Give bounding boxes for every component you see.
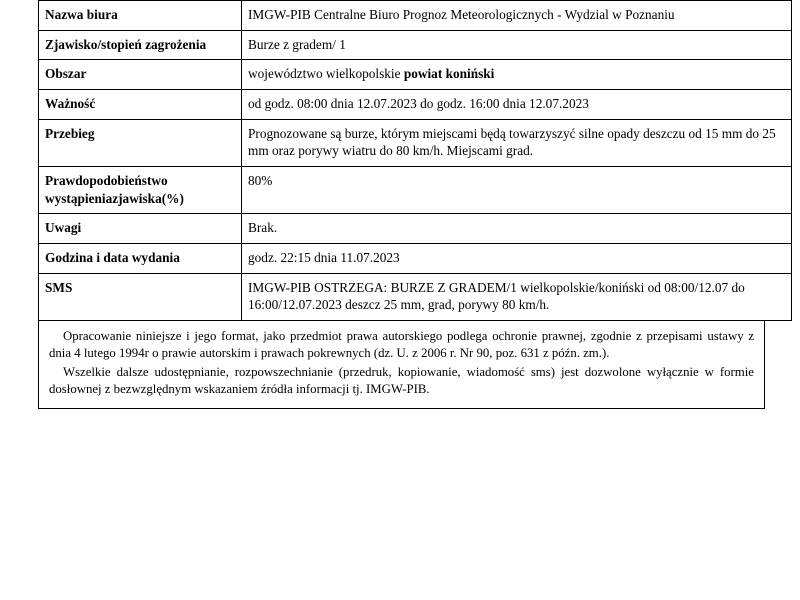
row-label-office-name: Nazwa biura (39, 1, 242, 31)
area-county: powiat koniński (403, 66, 495, 82)
row-value-course: Prognozowane są burze, którym miejscami będą towarzyszyć silne opady deszczu od 15 mm do 25 mm oraz porywy wiatru do 80 km/h. Miejscami grad. (242, 119, 792, 166)
table-row (39, 167, 792, 214)
copyright-paragraph-1: Opracowanie niniejsze i jego format, jako przedmiot prawa autorskiego podlega ochronie prawnej, zgodnie z przepisami ustawy z dnia 4 lutego 1994r o prawie autorskim i prawach pokrewnych (dz. U. z 2006 r. Nr 90, poz. 631 z późn. zm.). (49, 329, 754, 361)
table-row (39, 60, 792, 90)
row-label-issue-time: Godzina i data wydania (39, 244, 242, 274)
row-label-probability: Prawdopodobieństwo wystąpieniazjawiska(%) (39, 167, 242, 214)
row-label-validity: Ważność (39, 90, 242, 120)
table-row (39, 90, 792, 120)
row-label-course: Przebieg (39, 119, 242, 166)
row-value-issue-time: godz. 22:15 dnia 11.07.2023 (242, 244, 792, 274)
row-label-remarks: Uwagi (39, 214, 242, 244)
row-value-validity: od godz. 08:00 dnia 12.07.2023 do godz. 16:00 dnia 12.07.2023 (242, 90, 792, 120)
copyright-notice (38, 321, 765, 409)
row-value-probability: 80% (242, 167, 792, 214)
row-label-sms: SMS (39, 273, 242, 320)
row-value-sms: IMGW-PIB OSTRZEGA: BURZE Z GRADEM/1 wielkopolskie/koniński od 08:00/12.07 do 16:00/12.07.2023 deszcz 25 mm, grad, porywy 80 km/h. (242, 273, 792, 320)
row-value-office-name: IMGW-PIB Centralne Biuro Prognoz Meteorologicznych - Wydzial w Poznaniu (242, 1, 792, 31)
table-row (39, 30, 792, 60)
row-value-remarks: Brak. (242, 214, 792, 244)
copyright-paragraph-2: Wszelkie dalsze udostępnianie, rozpowszechnianie (przedruk, kopiowanie, wiadomość sms) jest dozwolone wyłącznie w formie dosłownej z bezwzględnym wskazaniem źródła informacji tj. IMGW-PIB. (49, 364, 754, 397)
area-region: województwo wielkopolskie (248, 66, 404, 82)
table-row (39, 214, 792, 244)
table-row (39, 244, 792, 274)
row-label-phenomenon: Zjawisko/stopień zagrożenia (39, 30, 242, 60)
table-row (39, 273, 792, 320)
row-value-area (242, 60, 792, 90)
table-row (39, 1, 792, 31)
weather-warning-document (38, 0, 776, 409)
row-label-area: Obszar (39, 60, 242, 90)
row-value-phenomenon: Burze z gradem/ 1 (242, 30, 792, 60)
warning-table (38, 0, 792, 321)
table-row (39, 119, 792, 166)
